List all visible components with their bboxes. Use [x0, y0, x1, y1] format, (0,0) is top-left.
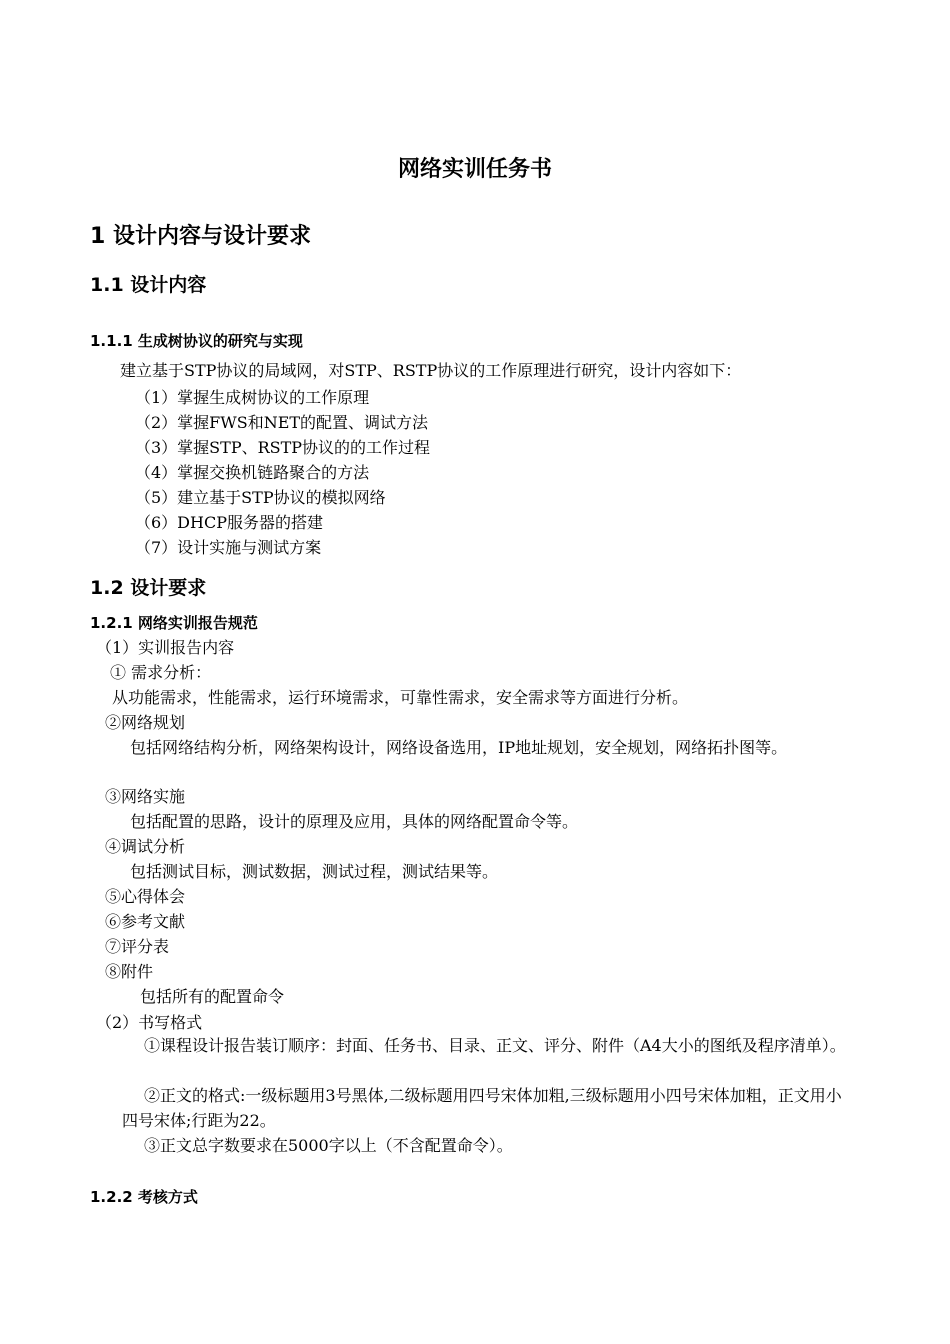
heading-1-2: 1.2 设计要求 [90, 577, 207, 599]
intro-paragraph: 建立基于STP协议的局域网，对STP、RSTP协议的工作原理进行研究，设计内容如下： [120, 361, 742, 380]
heading-1: 1 设计内容与设计要求 [90, 224, 311, 249]
req-item-text: 包括所有的配置命令 [140, 987, 285, 1006]
heading-1-1-1: 1.1.1 生成树协议的研究与实现 [90, 332, 303, 350]
content-heading: （1）实训报告内容 [96, 638, 235, 657]
heading-1-1: 1.1 设计内容 [90, 274, 207, 296]
format-item: ②正文的格式:一级标题用3号黑体,二级标题用四号宋体加粗,三级标题用小四号宋体加粗，正文用小四号宋体;行距为22。 [122, 1086, 842, 1130]
req-item-title: ④调试分析 [105, 837, 186, 856]
format-item: ③正文总字数要求在5000字以上（不含配置命令）。 [144, 1136, 513, 1155]
list-item: （6）DHCP服务器的搭建 [135, 513, 323, 532]
heading-1-2-2: 1.2.2 考核方式 [90, 1188, 198, 1206]
req-item-text: 包括测试目标，测试数据，测试过程，测试结果等。 [130, 862, 499, 881]
req-item-title: ⑧附件 [105, 962, 154, 981]
req-item-text: 包括网络结构分析，网络架构设计，网络设备选用，IP地址规划，安全规划，网络拓扑图等。 [130, 738, 788, 757]
list-item: （7）设计实施与测试方案 [135, 538, 322, 557]
req-item-text: 从功能需求，性能需求，运行环境需求，可靠性需求，安全需求等方面进行分析。 [112, 688, 689, 707]
heading-1-2-1: 1.2.1 网络实训报告规范 [90, 614, 258, 632]
list-item: （3）掌握STP、RSTP协议的的工作过程 [135, 438, 431, 457]
list-item: （4）掌握交换机链路聚合的方法 [135, 463, 370, 482]
req-item-title: ① 需求分析： [110, 663, 212, 682]
req-item-title: ②网络规划 [105, 713, 186, 732]
format-heading: （2）书写格式 [96, 1013, 203, 1032]
format-item: ①课程设计报告装订顺序：封面、任务书、目录、正文、评分、附件（A4大小的图纸及程序清单）。 [144, 1036, 846, 1055]
list-item: （1）掌握生成树协议的工作原理 [135, 388, 370, 407]
list-item: （2）掌握FWS和NET的配置、调试方法 [135, 413, 429, 432]
req-item-title: ⑤心得体会 [105, 887, 186, 906]
list-item: （5）建立基于STP协议的模拟网络 [135, 488, 386, 507]
req-item-title: ⑥参考文献 [105, 912, 186, 931]
req-item-title: ⑦评分表 [105, 937, 170, 956]
document-title: 网络实训任务书 [397, 157, 552, 182]
req-item-title: ③网络实施 [105, 787, 186, 806]
req-item-text: 包括配置的思路，设计的原理及应用，具体的网络配置命令等。 [130, 812, 579, 831]
